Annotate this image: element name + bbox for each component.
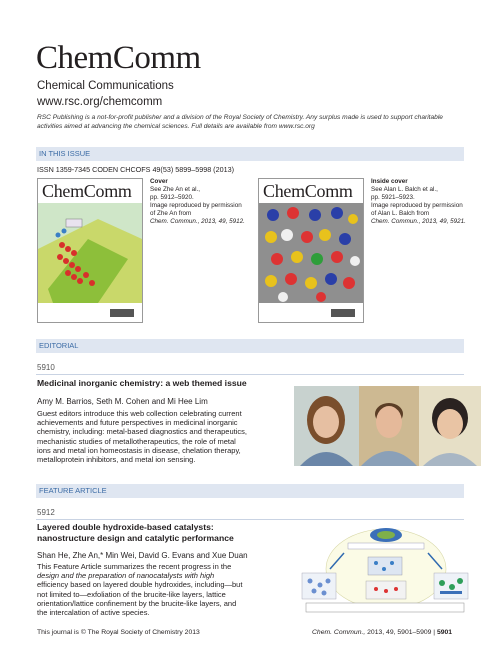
footer-citation-details: 2013, 49, 5901–5909 | xyxy=(365,629,437,636)
feature-authors: Shan He, Zhe An,* Min Wei, David G. Evans and Xue Duan xyxy=(37,551,248,560)
journal-subtitle: Chemical Communications xyxy=(37,80,174,92)
inside-cover-line-3: Image reproduced by permission xyxy=(371,202,463,209)
inside-cover-line-4: of Alan L. Balch from xyxy=(371,210,430,217)
feature-title-line: nanostructure design and catalytic performance xyxy=(37,533,234,543)
cover-line-3: Image reproduced by permission xyxy=(150,202,242,209)
cover-line-4: of Zhe An from xyxy=(150,210,192,217)
inside-cover-artwork xyxy=(259,179,363,322)
in-this-issue-header: IN THIS ISSUE xyxy=(36,147,464,161)
inside-cover-image xyxy=(258,178,364,323)
portrait-artwork xyxy=(419,386,481,466)
guest-editor-photo-2 xyxy=(359,386,419,466)
editorial-abstract-line: achievements and future perspectives in medicinal inorganic xyxy=(37,418,238,428)
feature-abstract-line: efficiency based on layered double hydroxides, including—but xyxy=(37,580,243,590)
cover-masthead: ChemComm xyxy=(42,181,132,201)
editorial-page-number: 5910 xyxy=(37,363,55,372)
feature-page-number: 5912 xyxy=(37,508,55,517)
inside-cover-line-1: See Alan L. Balch et al., xyxy=(371,186,438,193)
footer-journal-name: Chem. Commun., xyxy=(312,629,366,636)
cover-line-5: Chem. Commun., 2013, 49, 5912. xyxy=(150,218,245,225)
feature-abstract-line: design and the preparation of nanocatalysts with high xyxy=(37,571,215,581)
feature-article-header: FEATURE ARTICLE xyxy=(36,484,464,498)
graphical-abstract-artwork xyxy=(296,523,474,615)
feature-abstract-line: not limited to—exfoliation of the brucite-like layers, lattice xyxy=(37,589,226,599)
editorial-abstract-line: ions and metal ion homeostasis in disease, chelation therapy, xyxy=(37,445,241,455)
journal-url[interactable]: www.rsc.org/chemcomm xyxy=(37,96,163,108)
feature-title-line: Layered double hydroxide-based catalysts: xyxy=(37,522,214,532)
portrait-artwork xyxy=(294,386,359,466)
footer-copyright: This journal is © The Royal Society of Chemistry 2013 xyxy=(37,629,200,636)
cover-line-2: pp. 5912–5920. xyxy=(150,194,194,201)
portrait-artwork xyxy=(359,386,419,466)
editorial-abstract-line: chemistry, including: metal-based diagnostics and therapeutics, xyxy=(37,427,247,437)
editorial-rule xyxy=(36,374,464,375)
inside-cover-masthead: ChemComm xyxy=(263,181,353,201)
inside-cover-line-2: pp. 5921–5923. xyxy=(371,194,415,201)
inside-cover-caption xyxy=(371,178,471,226)
cover-artwork xyxy=(38,179,142,322)
feature-abstract-line: orientation/lattice confinement by the brucite-like layers, and xyxy=(37,598,237,608)
feature-abstract xyxy=(37,562,242,617)
feature-abstract-line: the intercalation of active species. xyxy=(37,608,150,618)
inside-cover-line-5: Chem. Commun., 2013, 49, 5921. xyxy=(371,218,466,225)
cover-image xyxy=(37,178,143,323)
inside-cover-label: Inside cover xyxy=(371,178,408,185)
editorial-abstract-line: metalloprotein inhibitors, and metal ion sensing. xyxy=(37,455,196,465)
cover-caption xyxy=(150,178,250,226)
editorial-abstract-line: mechanistic studies of metallotherapeutics, the role of metal xyxy=(37,436,236,446)
footer-citation xyxy=(312,629,452,636)
footer-page-number: 5901 xyxy=(436,629,453,636)
guest-editor-photo-3 xyxy=(419,386,481,466)
feature-title[interactable] xyxy=(37,522,234,544)
journal-masthead: ChemComm xyxy=(36,40,201,76)
guest-editor-photo-1 xyxy=(294,386,359,466)
feature-rule xyxy=(36,519,464,520)
feature-graphical-abstract xyxy=(296,523,474,615)
cover-line-1: See Zhe An et al., xyxy=(150,186,201,193)
issn-line: ISSN 1359-7345 CODEN CHCOFS 49(53) 5899–5998 (2013) xyxy=(37,165,234,174)
editorial-header: EDITORIAL xyxy=(36,339,464,353)
editorial-title[interactable]: Medicinal inorganic chemistry: a web themed issue xyxy=(37,378,247,388)
cover-label: Cover xyxy=(150,178,168,185)
editorial-abstract xyxy=(37,409,247,464)
feature-abstract-line: This Feature Article summarizes the recent progress in the xyxy=(37,562,232,571)
publisher-notice: RSC Publishing is a not-for-profit publisher and a division of the Royal Society of Chemistry. Any surplus made is used to support charitable activities aimed at advancing the chemical sciences. Full details are available from www.rsc.org xyxy=(37,114,443,130)
editorial-abstract-line: Guest editors introduce this web collection celebrating current xyxy=(37,409,242,418)
editorial-authors: Amy M. Barrios, Seth M. Cohen and Mi Hee Lim xyxy=(37,397,208,406)
